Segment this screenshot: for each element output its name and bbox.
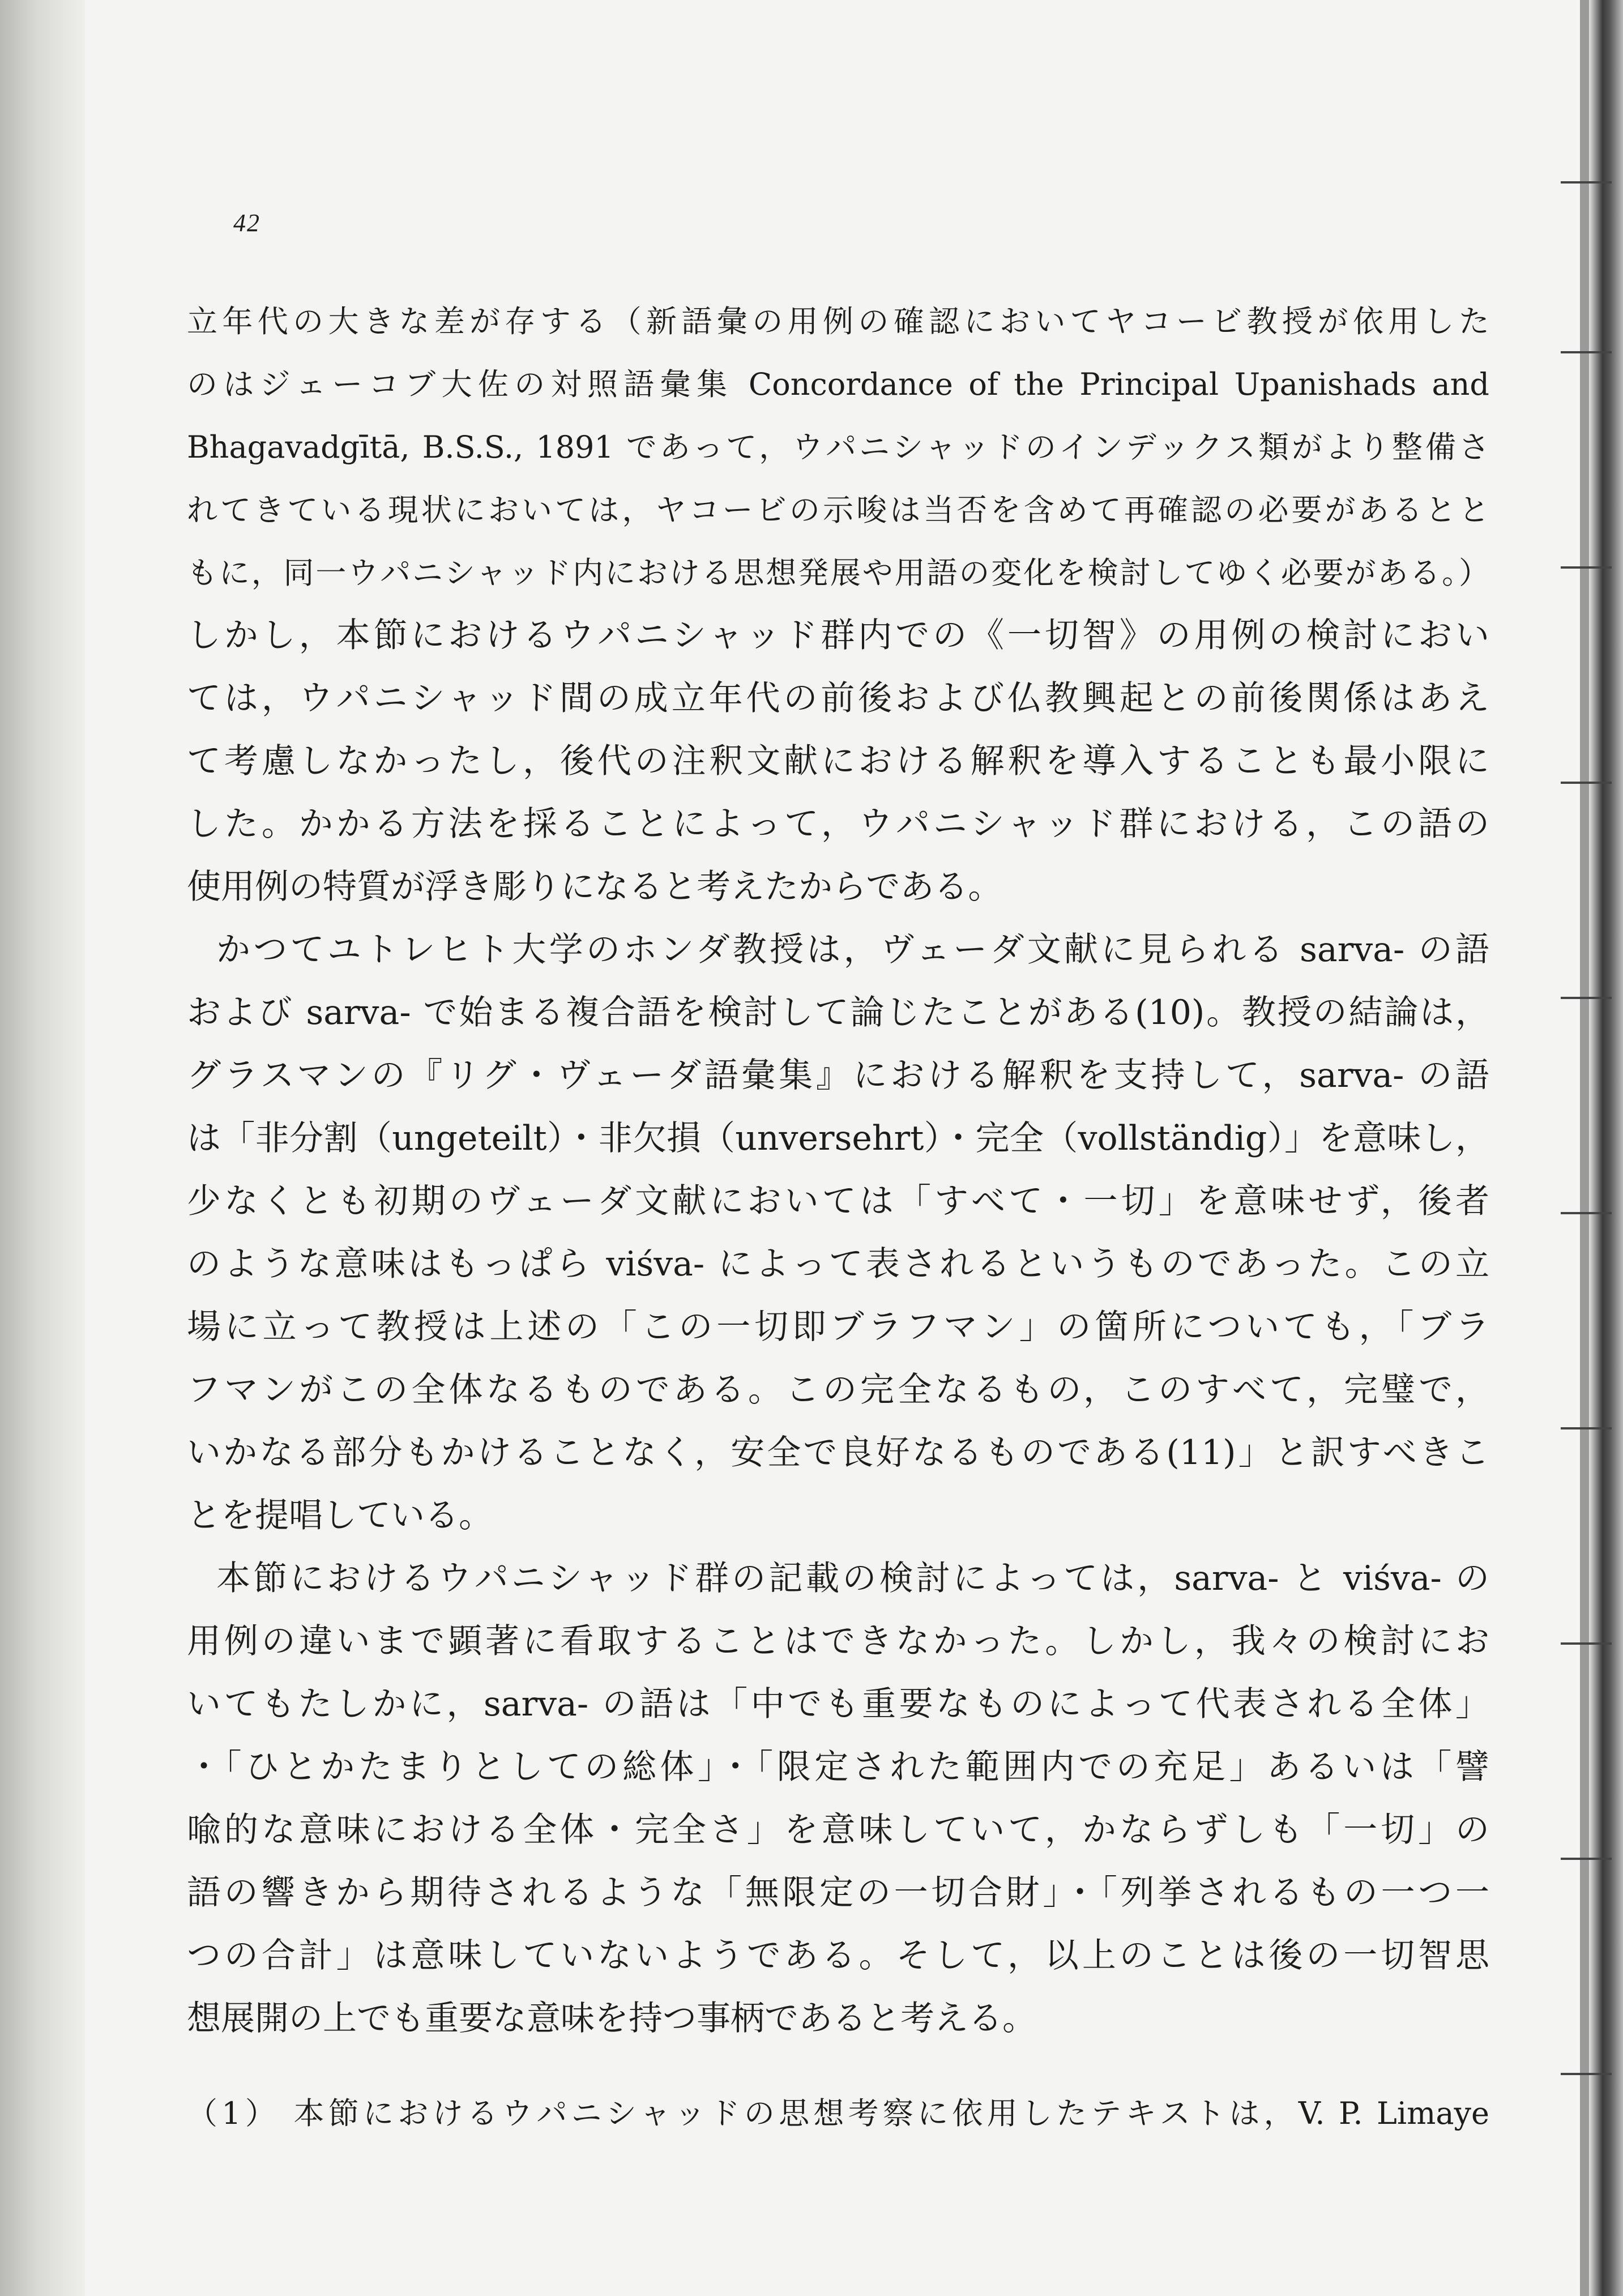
spine-marks — [1561, 34, 1612, 2243]
page-body — [187, 290, 1489, 2145]
text-line: もに，同一ウパニシャッド内における思想発展や用語の変化を検討してゆく必要がある。） — [187, 555, 1489, 591]
text-line: のはジェーコブ大佐の対照語彙集 Concordance of the Principal Upanishads and — [187, 366, 1489, 402]
scan-shadow-left — [0, 0, 85, 2296]
text-line: て考慮しなかったし，後代の注釈文献における解釈を導入することも最小限に — [187, 741, 1489, 781]
text-line: ては，ウパニシャッド間の成立年代の前後および仏教興起との前後関係はあえ — [187, 678, 1489, 718]
text-line: 使用例の特質が浮き彫りになると考えたからである。 — [187, 867, 1002, 907]
text-line: 少なくとも初期のヴェーダ文献においては「すべて・一切」を意味せず，後者 — [187, 1181, 1489, 1221]
paragraph-start: かつてユトレヒト大学のホンダ教授は，ヴェーダ文献に見られる sarva- の語 — [216, 930, 1489, 970]
text-line: 喩的な意味における全体・完全さ」を意味していて，かならずしも「一切」の — [187, 1810, 1489, 1850]
text-line: および sarva- で始まる複合語を検討して論じたことがある(10)。教授の結論は， — [187, 993, 1489, 1032]
text-line: 立年代の大きな差が存する（新語彙の用例の確認においてヤコービ教授が依用した — [187, 304, 1489, 339]
text-line: いてもたしかに，sarva- の語は「中でも重要なものによって代表される全体」 — [187, 1684, 1489, 1724]
text-line: 場に立って教授は上述の「この一切即ブラフマン」の箇所についても，「ブラ — [187, 1307, 1489, 1347]
paragraph-start: 本節におけるウパニシャッド群の記載の検討によっては，sarva- と viśva- の — [216, 1559, 1489, 1598]
text-line: 用例の違いまで顕著に看取することはできなかった。しかし，我々の検討にお — [187, 1621, 1489, 1661]
text-line: ・「ひとかたまりとしての総体」・「限定された範囲内での充足」あるいは「譬 — [187, 1747, 1489, 1787]
text-line: Bhagavadgītā, B.S.S., 1891 であって，ウパニシャッドのインデックス類がより整備さ — [187, 429, 1489, 465]
text-line: は「非分割（ungeteilt）・非欠損（unversehrt）・完全（vollständig）」を意味し， — [187, 1119, 1489, 1158]
text-line: グラスマンの『リグ・ヴェーダ語彙集』における解釈を支持して，sarva- の語 — [187, 1056, 1489, 1095]
page-number: 42 — [233, 209, 260, 237]
text-line: フマンがこの全体なるものである。この完全なるもの，このすべて，完璧で， — [187, 1370, 1489, 1410]
text-line: しかし，本節におけるウパニシャッド群内での《一切智》の用例の検討におい — [187, 616, 1489, 655]
text-line: つの合計」は意味していないようである。そして，以上のことは後の一切智思 — [187, 1936, 1489, 1975]
text-line: のような意味はもっぱら viśva- によって表されるというものであった。この立 — [187, 1244, 1489, 1284]
text-line: した。かかる方法を採ることによって，ウパニシャッド群における，この語の — [187, 804, 1489, 844]
text-line: れてきている現状においては，ヤコービの示唆は当否を含めて再確認の必要があるとと — [187, 492, 1489, 528]
text-line: 語の響きから期待されるような「無限定の一切合財」・「列挙されるもの一つ一 — [187, 1873, 1489, 1913]
text-line: 想展開の上でも重要な意味を持つ事柄であると考える。 — [187, 1999, 1036, 2038]
footnote-1: （1） 本節におけるウパニシャッドの思想考察に依用したテキストは，V. P. Limaye — [187, 2096, 1489, 2131]
text-line: いかなる部分もかけることなく，安全で良好なるものである(11)」と訳すべきこ — [187, 1433, 1489, 1473]
text-line: とを提唱している。 — [187, 1496, 493, 1535]
